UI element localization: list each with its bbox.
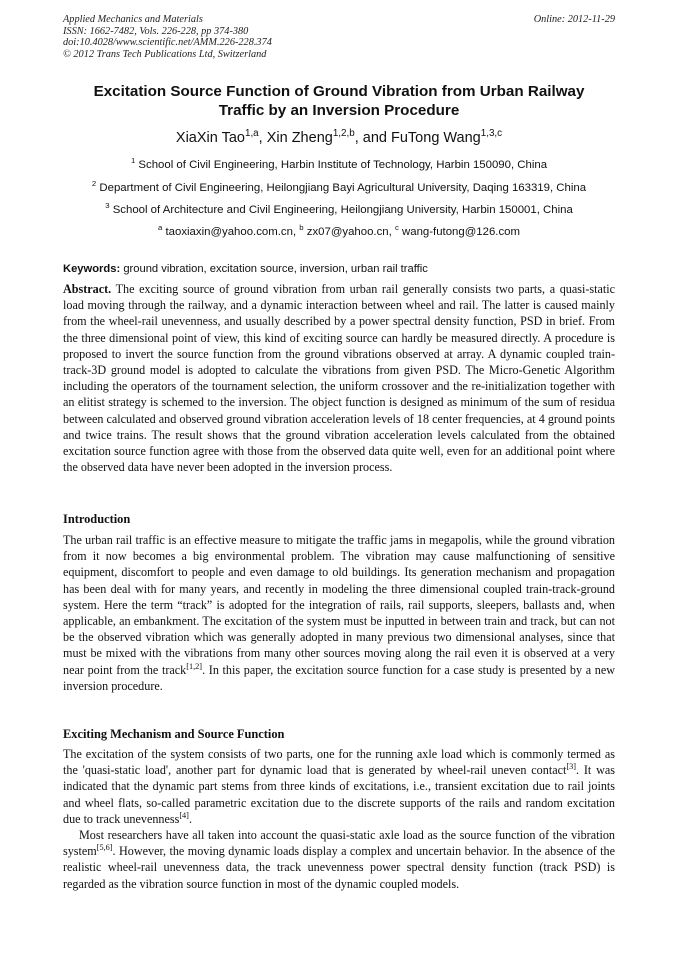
keywords-text: ground vibration, excitation source, inversion, urban rail traffic (123, 263, 428, 275)
affiliation-1-mark: 1 (130, 156, 136, 166)
citation: [1,2] (186, 661, 203, 671)
author-3-sup: 1,3,c (480, 128, 503, 140)
abstract-text: The exciting source of ground vibration from urban rail generally consists two parts, a quasi-static load moving through the railway, and a dynamic interaction between wheel and rail. The latter is caused mainly from the wheel-rail unevenness, and usually described by a power spectral density function, PSD in brief. From the three dimensional point of view, this kind of exciting source can hardly be measured directly. A procedure is proposed to invert the source function from the ground vibrations observed at array. A dynamic coupled train-track-3D ground model is adopted to calculate the vibrations from given PSD. The Micro-Genetic Algorithm including the operators of the tournament selection, the uniform crossover and the re-initialization together with an elitist strategy is schemed to the inversion. The object function is designed as minimum of the sum of residua between calculated and observed ground vibration acceleration levels of 18 center frequencies, at 4 ground points and twice trains. The result shows that the ground vibration acceleration levels calculated from the obtained excitation source function agree with those from the observed data quite well, even for an additional point where the observed data have never been adopted in the inversion process. (63, 282, 615, 475)
email-line: $^a$ taoxiaxin@yahoo.com.cn, $^b$ zx07@yahoo.cn, $^c$ wang-futong@126.com (158, 223, 520, 238)
author-1: XiaXin Tao (175, 130, 245, 146)
author-list (40, 129, 638, 147)
section-heading-mechanism: Exciting Mechanism and Source Function (63, 727, 285, 741)
affiliation-2-text: Department of Civil Engineering, Heilongjiang Bayi Agricultural University, Daqing 163319, China (99, 182, 587, 194)
email-1-mark: a (158, 223, 163, 233)
mechanism-paragraph-1: The excitation of the system consists of two parts, one for the running axle load which is commonly termed as the 'quasi-static load', another part for dynamic load that is generated by wheel-rail uneven contact[3]. It was indicated that the dynamic part stems from three kinds of excitations, i.e., transient excitation due to rail joints and wheel flats, so-called parametric excitation due to the discrete supports of the rails and random excitation due to track unevenness[4]. (63, 747, 616, 826)
citation: [5,6] (96, 843, 113, 853)
author-2: Xin Zheng (266, 130, 333, 146)
doi-line: doi:10.4028/www.scientific.net/AMM.226-228.374 (63, 37, 272, 48)
title-line-2: Traffic by an Inversion Procedure (218, 102, 460, 119)
affiliation-2-mark: 2 (91, 179, 97, 189)
issn-line: ISSN: 1662-7482, Vols. 226-228, pp 374-380 (63, 25, 249, 37)
affiliation-1-text: School of Civil Engineering, Harbin Institute of Technology, Harbin 150090, China (138, 159, 548, 171)
author-1-sup: 1,a (244, 128, 259, 140)
affiliation-2 (20, 181, 658, 195)
abstract (63, 281, 615, 475)
journal-header (63, 14, 615, 60)
citation: [3] (566, 762, 576, 772)
introduction-paragraph: The urban rail traffic is an effective measure to mitigate the traffic jams in megapolis, while the ground vibration from it now becomes a big environmental problem. The vibration may cause malfunctioning of sensitive equipment, discomfort to people and even damage to old buildings. Its generation mechanism and propagation has been deal with for many years, and recently in modeling the three dimensional coupled train-track-ground system. Here the term “track” is adopted for the integration of rails, rail supports, sleepers, ballasts and, when applicable, an embankment. The excitation of the system must be inputted in between train and track, but can not be the observed vibration which was generally adopted in many previous two dimensional analyses, since that must be mixed with the vibrations from many other sources moving along the rail even it is observed at a very near point from the track[1,2]. In this paper, the excitation source function for a case study is presented by a new inversion procedure. (63, 533, 615, 693)
author-3: FuTong Wang (391, 130, 481, 146)
abstract-label: Abstract. (63, 282, 112, 296)
section-heading-introduction: Introduction (63, 512, 131, 526)
email-3-mark: c (394, 223, 399, 233)
keywords-label: Keywords: (63, 263, 121, 275)
online-date: Online: 2012-11-29 (533, 14, 615, 25)
copyright-line: © 2012 Trans Tech Publications Ltd, Switzerland (63, 48, 267, 60)
affiliation-3-text: School of Architecture and Civil Engineering, Heilongjiang University, Harbin 150001, China (112, 204, 573, 216)
mechanism-body (63, 746, 615, 892)
journal-name: Applied Mechanics and Materials (63, 14, 203, 25)
affiliation-1 (20, 158, 658, 172)
email-2-mark: b (299, 223, 304, 233)
introduction-body (63, 532, 615, 694)
keywords (63, 262, 615, 276)
author-sep-2: , and (354, 130, 392, 146)
author-sep-1: , (258, 130, 267, 146)
author-2-sup: 1,2,b (332, 128, 355, 140)
email-2: zx07@yahoo.cn (306, 226, 389, 238)
title-line-1: Excitation Source Function of Ground Vibration from Urban Railway (93, 83, 585, 100)
paper-title (40, 82, 638, 120)
email-3: wang-futong@126.com (402, 226, 520, 238)
citation: [4] (179, 810, 189, 820)
mechanism-paragraph-2: Most researchers have all taken into account the quasi-static axle load as the source function of the vibration system[5,6]. However, the moving dynamic loads display a complex and uncertain behavior. In the absence of the realistic wheel-rail unevenness data, the track unevenness power spectral density function (track PSD) is regarded as the vibration source function in most of the dynamic coupled models. (63, 828, 615, 891)
affiliation-3-mark: 3 (105, 201, 110, 211)
email-1: taoxiaxin@yahoo.com.cn (165, 226, 293, 238)
affiliation-3 (20, 203, 658, 217)
